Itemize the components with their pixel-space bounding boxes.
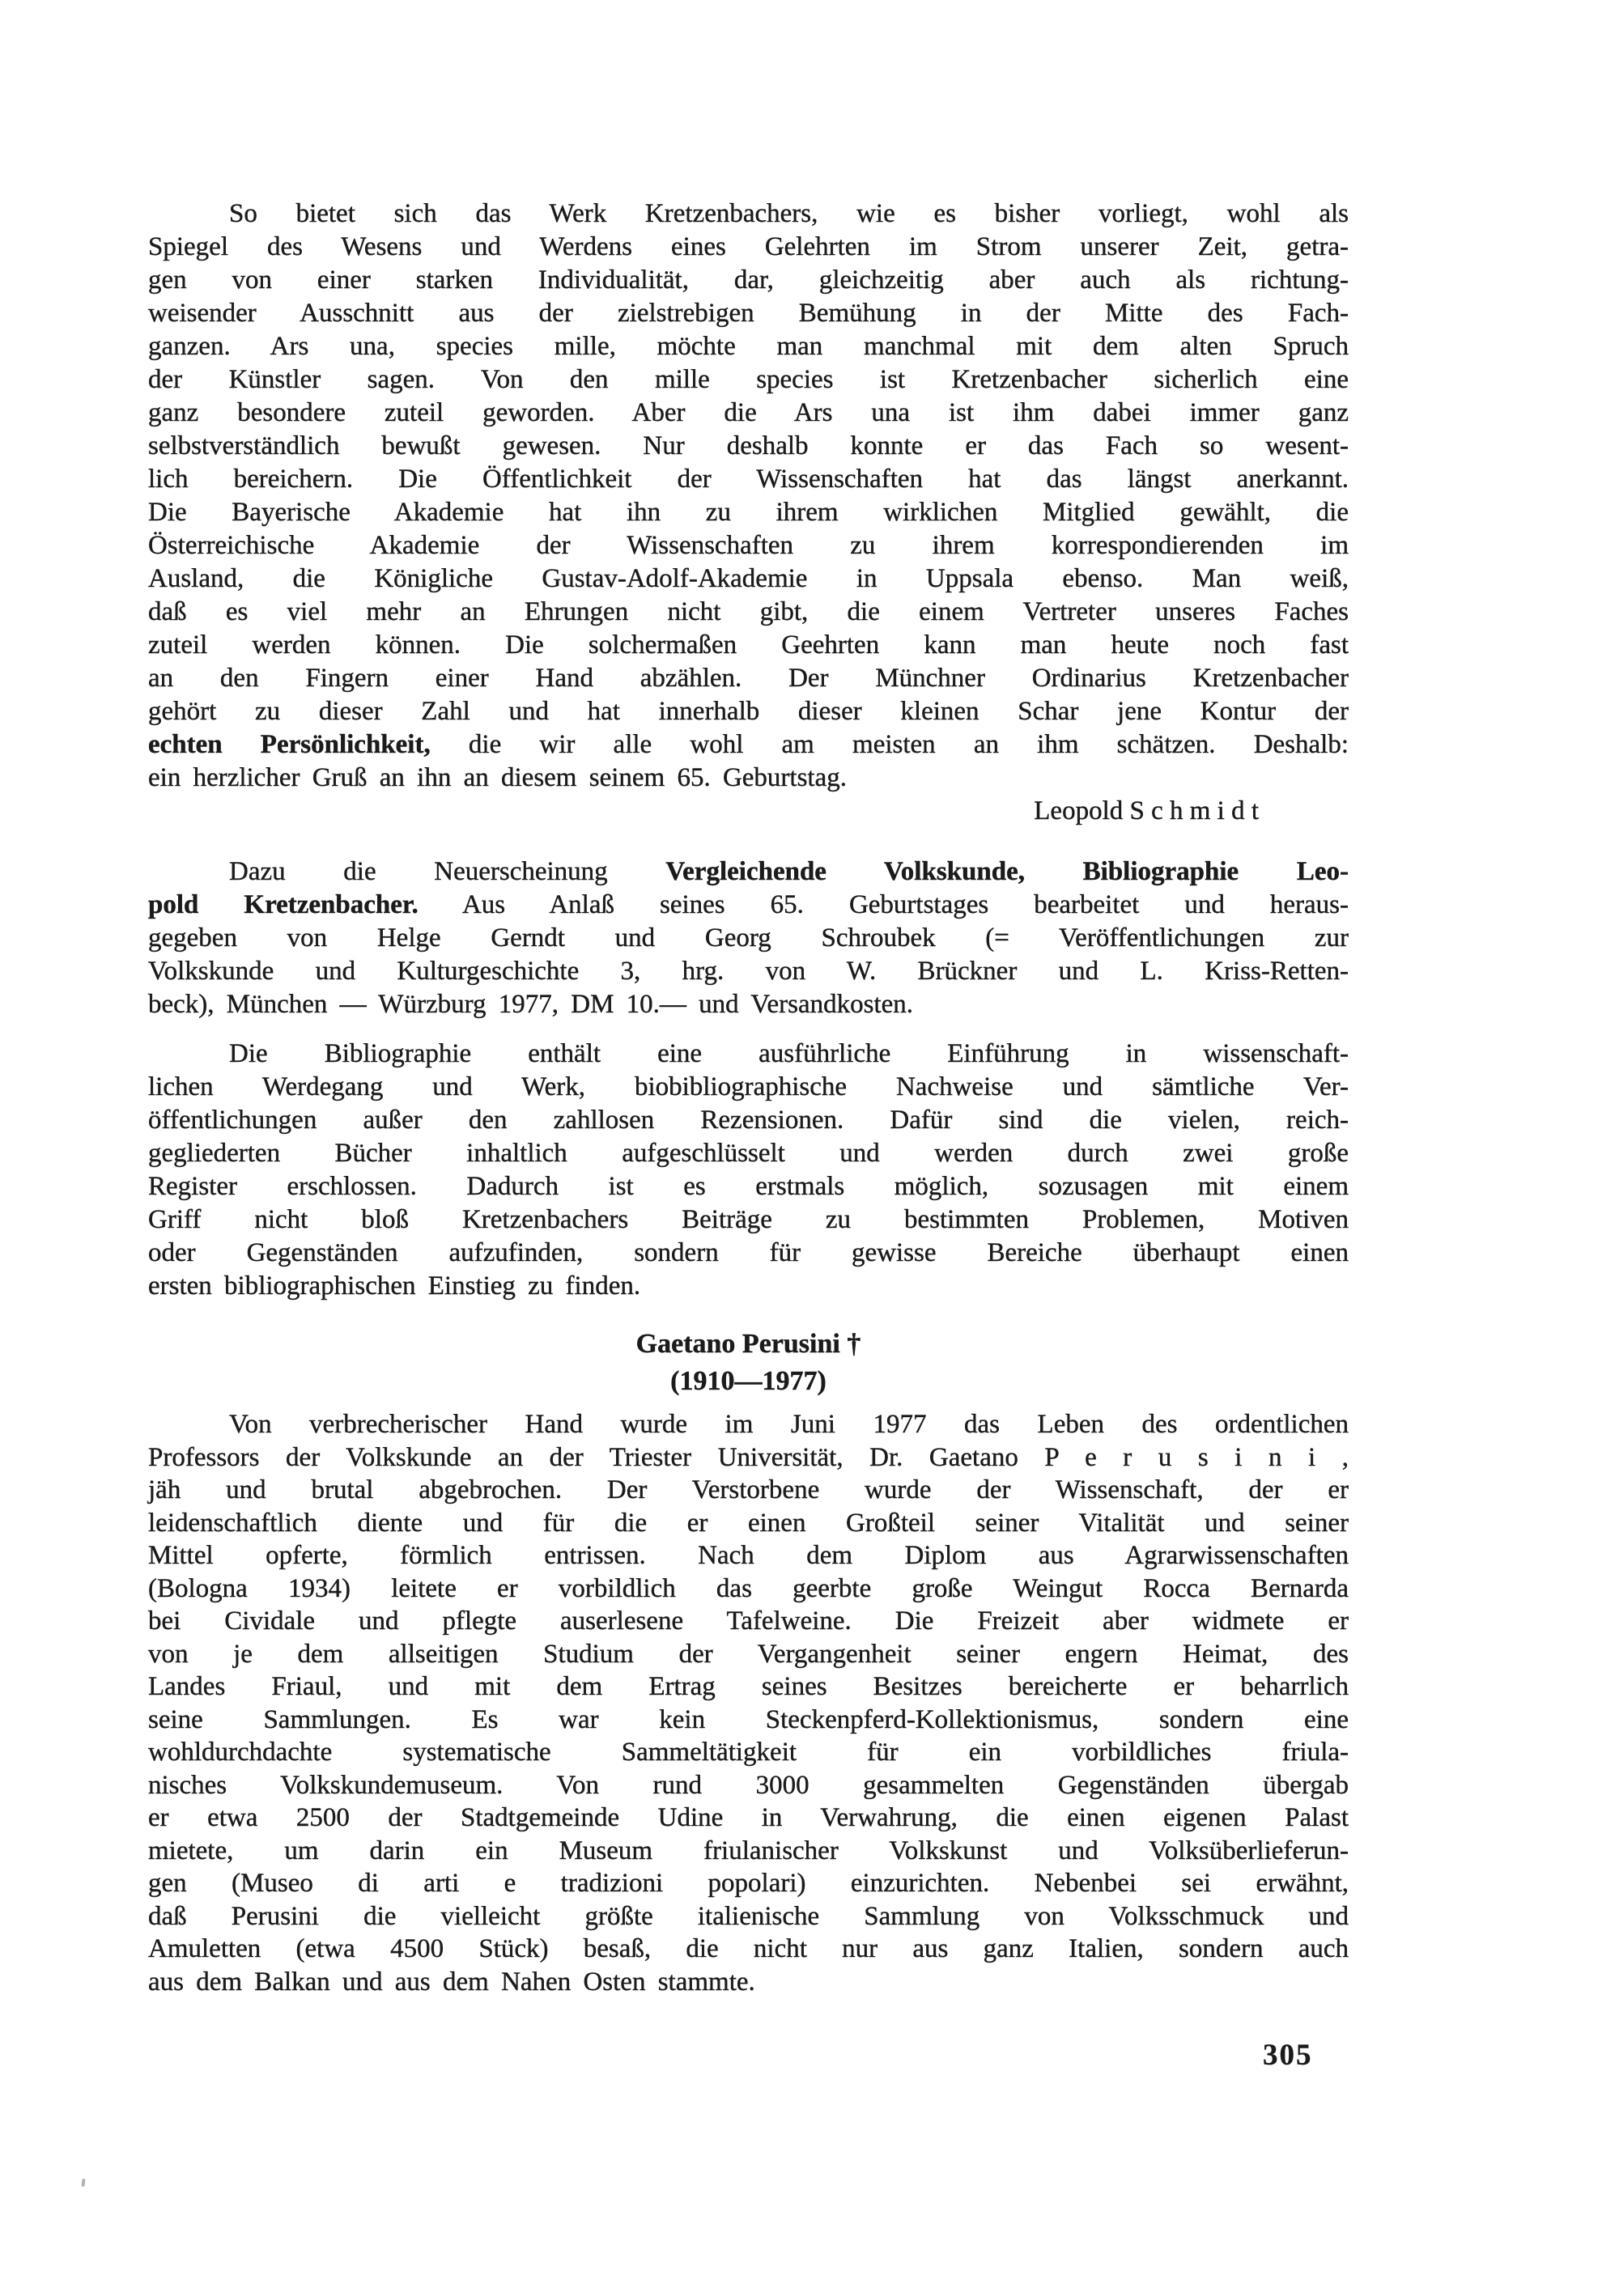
text-line	[148, 1769, 1349, 1802]
text-line	[148, 231, 1349, 264]
text-line	[148, 1137, 1349, 1170]
text-segment: Griff nicht bloß Kretzenbachers Beiträge zu bestimmten Problemen, Motiven	[148, 1205, 1349, 1234]
text-line	[148, 762, 1349, 795]
text-line	[148, 1408, 1349, 1441]
text-segment: daß Perusini die vielleicht größte italienische Sammlung von Volksschmuck und	[148, 1901, 1349, 1931]
text-segment: von je dem allseitigen Studium der Vergangenheit seiner engern Heimat, des	[148, 1639, 1349, 1669]
text-segment: selbstverständlich bewußt gewesen. Nur deshalb konnte er das Fach so wesent-	[148, 431, 1349, 460]
text-segment: gen (Museo di arti e tradizioni popolari) einzurichten. Nebenbei sei erwähnt,	[148, 1869, 1349, 1898]
text-segment: ganz besondere zuteil geworden. Aber die Ars una ist ihm dabei immer ganz	[148, 398, 1349, 427]
text-segment: Die Bibliographie enthält eine ausführliche Einführung in wissenschaft-	[229, 1039, 1349, 1068]
text-segment: So bietet sich das Werk Kretzenbachers, wie es bisher vorliegt, wohl als	[229, 199, 1349, 228]
text-segment: Aus Anlaß seines 65. Geburtstages bearbeitet und heraus-	[418, 890, 1349, 919]
text-segment: (Bologna 1934) leitete er vorbildlich das geerbte große Weingut Rocca Bernarda	[148, 1573, 1349, 1603]
text-line	[148, 1704, 1349, 1737]
text-line	[148, 1507, 1349, 1540]
text-segment: an den Fingern einer Hand abzählen. Der Münchner Ordinarius Kretzenbacher	[148, 664, 1349, 693]
text-segment: daß es viel mehr an Ehrungen nicht gibt, die einem Vertreter unseres Faches	[148, 597, 1349, 626]
text-segment: gegeben von Helge Gerndt und Georg Schroubek (= Veröffentlichungen zur	[148, 923, 1349, 953]
text-segment: mietete, um darin ein Museum friulanischer Volkskunst und Volksüberlieferun-	[148, 1836, 1349, 1865]
text-segment: lich bereichern. Die Öffentlichkeit der Wissenschaften hat das längst anerkannt.	[148, 465, 1349, 494]
paragraph-bibliography-description	[148, 1038, 1349, 1303]
text-segment: er etwa 2500 der Stadtgemeinde Udine in Verwahrung, die einen eigenen Palast	[148, 1803, 1349, 1832]
text-line	[148, 297, 1349, 330]
text-segment: beck), München — Würzburg 1977, DM 10.— und Versandkosten.	[148, 990, 914, 1019]
obituary-title: Gaetano Perusini †	[635, 1329, 861, 1359]
text-segment: gehört zu dieser Zahl und hat innerhalb dieser kleinen Schar jene Kontur der	[148, 697, 1349, 726]
text-line	[148, 1270, 1349, 1303]
text-line	[148, 264, 1349, 297]
text-line	[148, 922, 1349, 955]
text-segment: seine Sammlungen. Es war kein Steckenpferd-Kollektionismus, sondern eine	[148, 1704, 1349, 1734]
text-segment: Dazu die Neuerscheinung	[229, 857, 666, 886]
text-line	[148, 1539, 1349, 1572]
text-line	[148, 330, 1349, 363]
text-segment: öffentlichungen außer den zahllosen Rezensionen. Dafür sind die vielen, reich-	[148, 1106, 1349, 1135]
text-line	[148, 363, 1349, 397]
text-segment: oder Gegenständen aufzufinden, sondern für gewisse Bereiche überhaupt einen	[148, 1238, 1349, 1267]
text-segment: Mittel opferte, förmlich entrissen. Nach dem Diplom aus Agrarwissenschaften	[148, 1541, 1349, 1570]
text-line	[148, 397, 1349, 430]
text-segment: Volkskunde und Kulturgeschichte 3, hrg. von W. Brückner und L. Kriss-Retten-	[148, 957, 1349, 986]
text-line	[148, 955, 1349, 988]
text-line	[148, 855, 1349, 889]
text-line	[148, 1670, 1349, 1704]
text-segment: wohldurchdachte systematische Sammeltätigkeit für ein vorbildliches friula-	[148, 1738, 1349, 1767]
text-segment: ersten bibliographischen Einstieg zu finden.	[148, 1271, 641, 1301]
text-segment: gen von einer starken Individualität, dar, gleichzeitig aber auch als richtung-	[148, 265, 1349, 295]
text-line	[148, 197, 1349, 231]
text-segment: Von verbrecherischer Hand wurde im Juni 1977 das Leben des ordentlichen	[229, 1410, 1349, 1439]
text-line	[148, 1835, 1349, 1868]
text-segment: Professors der Volkskunde an der Triester Universität, Dr. Gaetano P e r u s i n i ,	[148, 1442, 1349, 1472]
text-segment: der Künstler sagen. Von den mille species ist Kretzenbacher sicherlich eine	[148, 365, 1349, 394]
bold-text-segment: echten Persönlichkeit,	[148, 730, 431, 759]
text-line	[148, 1104, 1349, 1137]
text-segment: Ausland, die Königliche Gustav-Adolf-Akademie in Uppsala ebenso. Man weiß,	[148, 564, 1349, 593]
text-segment: jäh und brutal abgebrochen. Der Verstorbene wurde der Wissenschaft, der er	[148, 1475, 1349, 1504]
obituary-heading	[148, 1326, 1349, 1400]
text-line	[148, 728, 1349, 762]
text-line	[148, 1203, 1349, 1237]
text-segment: Spiegel des Wesens und Werdens eines Gelehrten im Strom unserer Zeit, getra-	[148, 232, 1349, 261]
text-segment: die wir alle wohl am meisten an ihm schätzen. Deshalb:	[430, 730, 1349, 759]
text-line	[148, 1237, 1349, 1270]
text-line	[148, 496, 1349, 529]
text-segment: weisender Ausschnitt aus der zielstrebigen Bemühung in der Mitte des Fach-	[148, 299, 1349, 328]
text-line	[148, 1736, 1349, 1769]
text-segment: gegliederten Bücher inhaltlich aufgeschlüsselt und werden durch zwei große	[148, 1139, 1349, 1168]
text-line	[148, 662, 1349, 695]
bold-text-segment: pold Kretzenbacher.	[148, 890, 419, 919]
paragraph-tribute-kretzenbacher	[148, 197, 1349, 795]
text-segment: nisches Volkskundemuseum. Von rund 3000 gesammelten Gegenständen übergab	[148, 1770, 1349, 1800]
text-segment: Die Bayerische Akademie hat ihn zu ihrem wirklichen Mitglied gewählt, die	[148, 498, 1349, 527]
text-segment: ein herzlicher Gruß an ihn an diesem seinem 65. Geburtstag.	[148, 763, 847, 792]
text-line	[148, 529, 1349, 562]
text-line	[148, 430, 1349, 463]
obituary-years: (1910—1977)	[670, 1366, 826, 1396]
text-segment: Landes Friaul, und mit dem Ertrag seines Besitzes bereicherte er beharrlich	[148, 1672, 1349, 1701]
paragraph-perusini-obituary	[148, 1408, 1349, 1998]
text-segment: Österreichische Akademie der Wissenschaften zu ihrem korrespondierenden im	[148, 531, 1349, 560]
text-column	[148, 197, 1349, 1998]
text-line	[148, 463, 1349, 496]
text-segment: Amuletten (etwa 4500 Stück) besaß, die nicht nur aus ganz Italien, sondern auch	[148, 1934, 1349, 1963]
text-line	[148, 1605, 1349, 1638]
page-number: 305	[1263, 2039, 1313, 2072]
paragraph-bibliography-announcement	[148, 855, 1349, 1021]
text-segment: bei Cividale und pflegte auserlesene Tafelweine. Die Freizeit aber widmete er	[148, 1606, 1349, 1636]
text-line	[148, 1638, 1349, 1671]
text-line	[148, 1038, 1349, 1071]
signature-leopold-schmidt: Leopold S c h m i d t	[1034, 796, 1259, 825]
text-line	[148, 889, 1349, 922]
text-segment: aus dem Balkan und aus dem Nahen Osten stammte.	[148, 1967, 755, 1997]
text-line	[148, 1474, 1349, 1507]
text-line	[148, 596, 1349, 629]
text-line	[148, 1170, 1349, 1203]
text-line	[148, 1867, 1349, 1900]
text-line	[148, 1441, 1349, 1475]
text-line	[148, 988, 1349, 1021]
text-segment: Register erschlossen. Dadurch ist es erstmals möglich, sozusagen mit einem	[148, 1172, 1349, 1201]
text-line	[148, 1900, 1349, 1933]
bold-text-segment: Vergleichende Volkskunde, Bibliographie Leo-	[665, 857, 1349, 886]
text-line	[148, 629, 1349, 662]
text-segment: lichen Werdegang und Werk, biobibliographische Nachweise und sämtliche Ver-	[148, 1072, 1349, 1101]
text-line	[148, 562, 1349, 596]
text-segment: zuteil werden können. Die solchermaßen Geehrten kann man heute noch fast	[148, 630, 1349, 660]
text-line	[148, 695, 1349, 728]
text-segment: ganzen. Ars una, species mille, möchte man manchmal mit dem alten Spruch	[148, 332, 1349, 361]
text-line	[148, 1071, 1349, 1104]
text-line	[148, 1966, 1349, 1999]
text-line	[148, 1572, 1349, 1606]
text-line	[148, 1802, 1349, 1835]
scan-speck	[81, 2179, 85, 2187]
text-segment: leidenschaftlich diente und für die er einen Großteil seiner Vitalität und seiner	[148, 1508, 1349, 1538]
text-line	[148, 1933, 1349, 1966]
